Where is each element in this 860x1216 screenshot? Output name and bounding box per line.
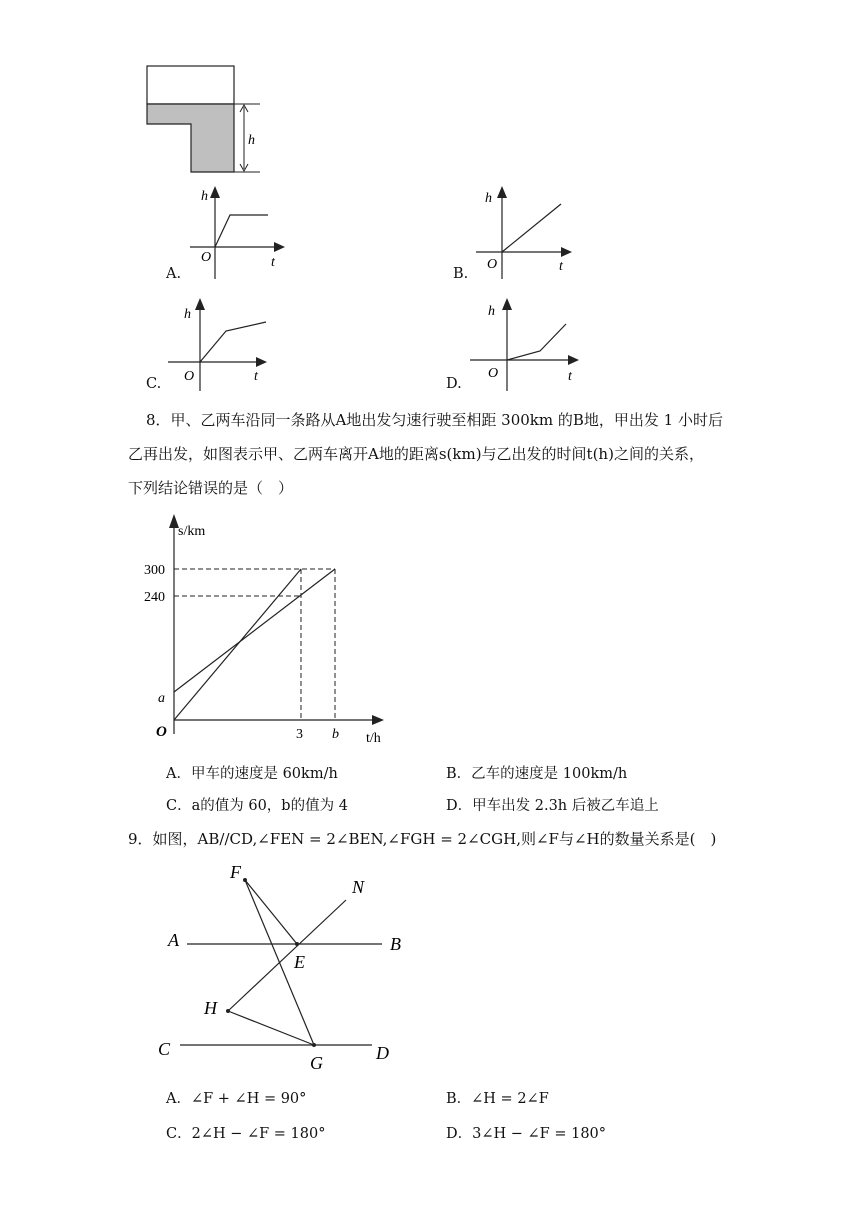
graph-line [200, 322, 266, 362]
option-b-letter[interactable]: B. [453, 266, 469, 282]
option-d-letter[interactable]: D. [446, 376, 462, 392]
origin-label: O [201, 250, 212, 265]
q8-option-b[interactable]: B．乙车的速度是 100km/h [446, 766, 628, 782]
point-label-h: H [204, 998, 217, 1018]
tick-label-a: a [158, 691, 165, 706]
origin-label: O [488, 366, 499, 381]
point-label-a: A [168, 930, 179, 950]
segment-fe [245, 880, 297, 944]
series-jia-line [174, 569, 335, 692]
q8-distance-time-chart [140, 510, 400, 750]
x-axis-label: t [568, 369, 572, 384]
point-label-d: D [376, 1043, 389, 1063]
y-axis-label: h [184, 307, 191, 322]
q8-option-c[interactable]: C．a的值为 60，b的值为 4 [166, 798, 348, 814]
x-axis-label: t/h [366, 731, 381, 746]
y-axis-label: h [201, 189, 208, 204]
y-axis-label: s/km [178, 524, 206, 539]
graph-option-b [476, 182, 586, 282]
container-top [147, 66, 234, 104]
graph-option-a [190, 182, 300, 282]
point-label-e: E [294, 952, 305, 972]
q9-option-a[interactable]: A．∠F + ∠H = 90° [166, 1091, 307, 1107]
q9-option-b[interactable]: B．∠H = 2∠F [446, 1091, 549, 1107]
tick-label-240: 240 [144, 590, 165, 605]
origin-label: O [184, 369, 195, 384]
option-a-letter[interactable]: A. [166, 266, 182, 282]
point-label-g: G [310, 1053, 323, 1073]
graph-option-c [168, 294, 278, 394]
point-label-f: F [230, 862, 241, 882]
y-axis-label: h [485, 191, 492, 206]
q9-geometry-figure [150, 860, 420, 1080]
point-label-c: C [158, 1039, 171, 1059]
q8-option-a[interactable]: A．甲车的速度是 60km/h [166, 766, 338, 782]
x-axis-label: t [254, 369, 258, 384]
option-c-letter[interactable]: C. [146, 376, 162, 392]
container-water [147, 104, 234, 172]
series-yi-line [174, 569, 301, 720]
y-axis-label: h [488, 304, 495, 319]
origin-label: O [487, 257, 498, 272]
graph-line [507, 324, 566, 360]
q8-stem-line2: 乙再出发，如图表示甲、乙两车离开A地的距离s(km)与乙出发的时间t(h)之间的关系， [128, 445, 704, 463]
graph-option-d [470, 294, 585, 394]
tick-label-3: 3 [296, 727, 303, 742]
tick-label-300: 300 [144, 563, 165, 578]
height-label: h [248, 133, 255, 148]
origin-label: O [156, 724, 167, 740]
q8-stem-line3: 下列结论错误的是（ ） [128, 479, 294, 497]
q9-option-c[interactable]: C．2∠H − ∠F = 180° [166, 1126, 326, 1142]
container-figure [140, 60, 270, 180]
ray-hn [228, 900, 346, 1011]
point-label-n: N [352, 877, 365, 897]
graph-line [215, 215, 268, 247]
point-label-b: B [390, 934, 401, 954]
x-axis-label: t [271, 255, 275, 270]
segment-hg [228, 1011, 314, 1045]
q8-option-d[interactable]: D．甲车出发 2.3h 后被乙车追上 [446, 798, 659, 814]
tick-label-b: b [332, 727, 339, 742]
graph-line [502, 204, 561, 252]
x-axis-label: t [559, 259, 563, 274]
q9-stem: 9．如图，AB//CD,∠FEN = 2∠BEN,∠FGH = 2∠CGH,则∠F与∠H的数量关系是( ) [128, 830, 717, 848]
q8-stem-line1: 8．甲、乙两车沿同一条路从A地出发匀速行驶至相距 300km 的B地，甲出发 1 小时后 [146, 411, 723, 429]
q9-option-d[interactable]: D．3∠H − ∠F = 180° [446, 1126, 607, 1142]
